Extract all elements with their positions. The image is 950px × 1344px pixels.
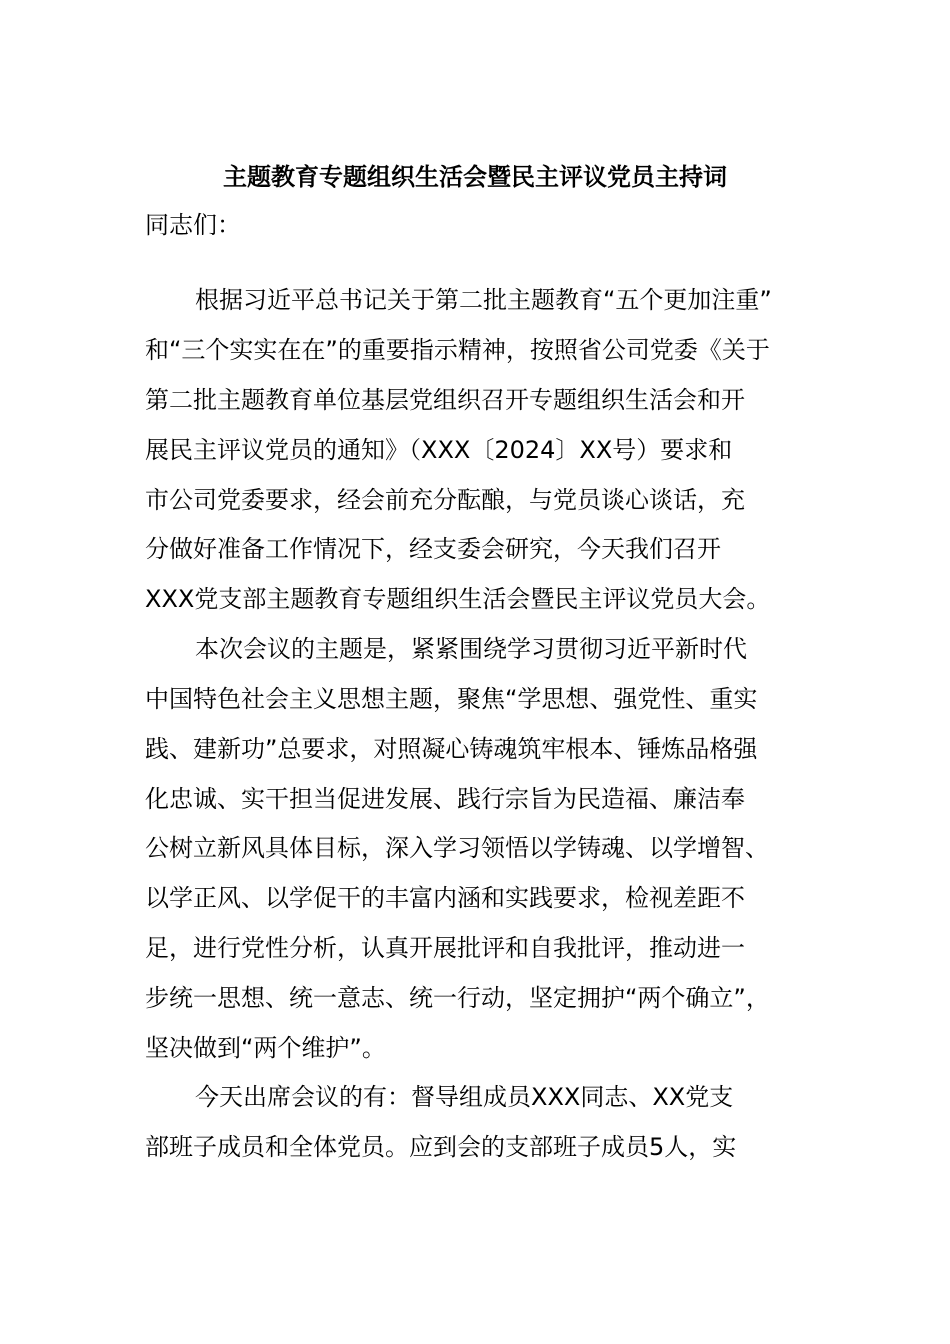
paragraph-2-line-8: 步统一思想、统一意志、统一行动，坚定拥护“两个确立”，: [145, 984, 770, 1012]
paragraph-2-line-7: 足，进行党性分析，认真开展批评和自我批评，推动进一: [145, 934, 745, 962]
paragraph-2-line-9: 坚决做到“两个维护”。: [145, 1034, 386, 1062]
paragraph-1-line-7: XXX党支部主题教育专题组织生活会暨民主评议党员大会。: [145, 585, 771, 613]
paragraph-1-line-6: 分做好准备工作情况下，经支委会研究，今天我们召开: [145, 535, 721, 563]
paragraph-2-line-4: 化忠诚、实干担当促进发展、践行宗旨为民造福、廉洁奉: [145, 785, 745, 813]
paragraph-1-line-3: 第二批主题教育单位基层党组织召开专题组织生活会和开: [145, 386, 745, 414]
paragraph-2-line-5: 公树立新风具体目标，深入学习领悟以学铸魂、以学增智、: [145, 834, 769, 862]
paragraph-1-line-2: 和“三个实实在在”的重要指示精神，按照省公司党委《关于: [145, 336, 770, 364]
greeting-line: 同志们：: [145, 211, 241, 239]
paragraph-2-line-3: 践、建新功”总要求，对照凝心铸魂筑牢根本、锤炼品格强: [145, 735, 758, 763]
paragraph-3-line-1: 今天出席会议的有：督导组成员XXX同志、XX党支: [195, 1083, 734, 1111]
paragraph-2-line-2: 中国特色社会主义思想主题，聚焦“学思想、强党性、重实: [145, 685, 758, 713]
paragraph-1-line-1: 根据习近平总书记关于第二批主题教育“五个更加注重”: [195, 286, 772, 314]
paragraph-2-line-6: 以学正风、以学促干的丰富内涵和实践要求，检视差距不: [145, 884, 745, 912]
paragraph-1-line-4: 展民主评议党员的通知》（XXX〔2024〕XX号）要求和: [145, 436, 733, 464]
document-title: 主题教育专题组织生活会暨民主评议党员主持词: [223, 163, 727, 191]
paragraph-2-line-1: 本次会议的主题是，紧紧围绕学习贯彻习近平新时代: [195, 635, 747, 663]
paragraph-1-line-5: 市公司党委要求，经会前充分酝酿，与党员谈心谈话，充: [145, 486, 745, 514]
paragraph-3-line-2: 部班子成员和全体党员。应到会的支部班子成员5人，实: [145, 1133, 737, 1161]
